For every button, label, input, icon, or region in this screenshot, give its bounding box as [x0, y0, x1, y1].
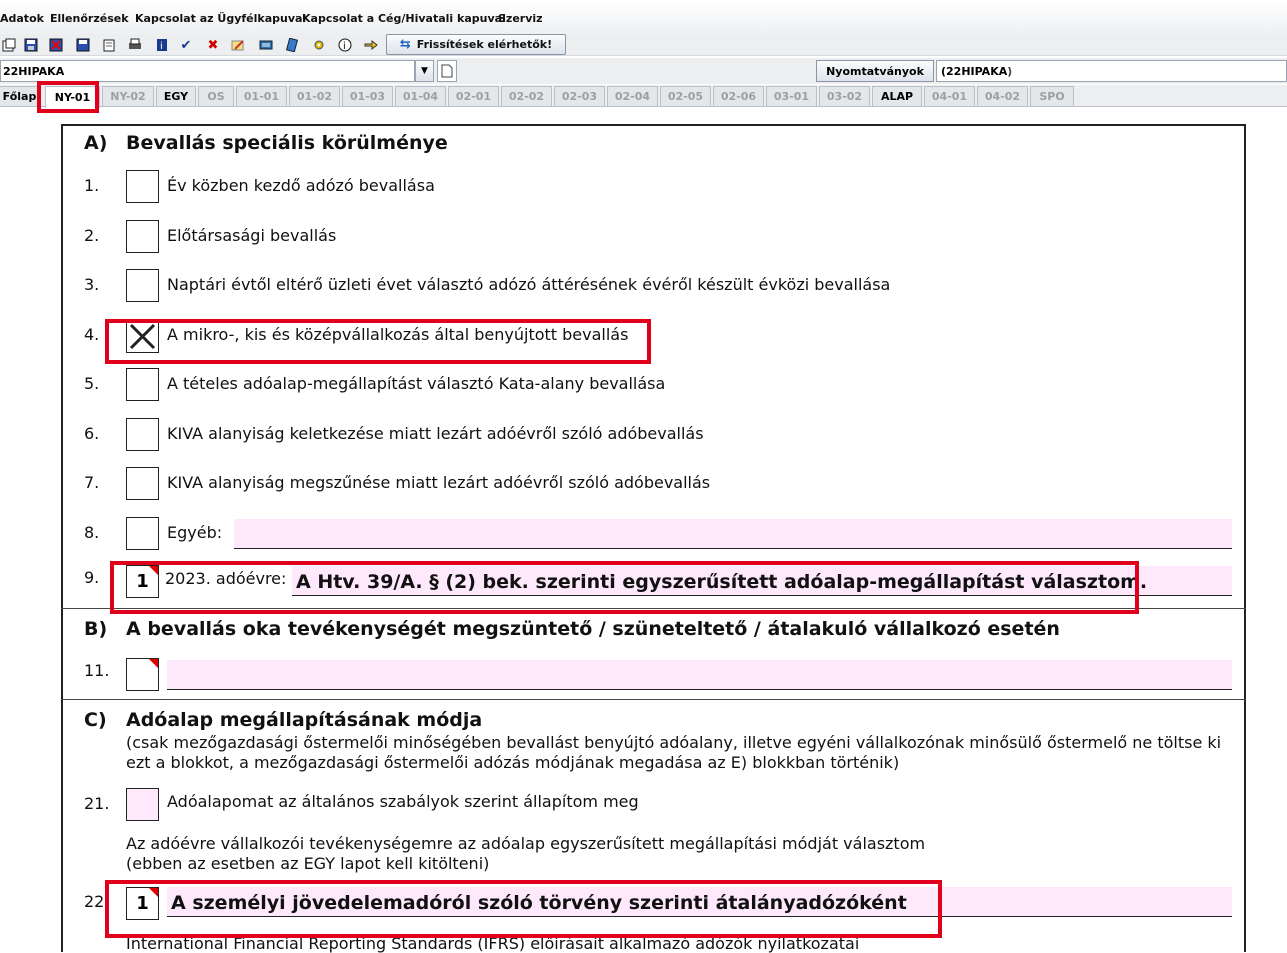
- row-number: 21.: [84, 794, 110, 813]
- section-divider: [61, 608, 1246, 609]
- tab-02-06[interactable]: 02-06: [713, 86, 764, 106]
- section-c-note-line-1: (csak mezőgazdasági őstermelői minőségében bevallást benyújtó adóalany, illetve egyéni vállalkozónak minősülő őstermelő ne töltse ki: [126, 733, 1222, 752]
- tab-02-01[interactable]: 02-01: [448, 86, 499, 106]
- checkbox-row-3[interactable]: [126, 269, 159, 302]
- tab-ny-02[interactable]: NY-02: [102, 86, 154, 106]
- redacted-area: [1016, 67, 1186, 77]
- checkbox-row-2[interactable]: [126, 220, 159, 253]
- tab-01-02[interactable]: 01-02: [289, 86, 340, 106]
- checkbox-row-6[interactable]: [126, 418, 159, 451]
- forms-button[interactable]: [816, 60, 934, 82]
- menu-item-szerviz[interactable]: Szerviz: [498, 12, 543, 25]
- row-label: Adóalapomat az általános szabályok szerint állapítom meg: [167, 792, 639, 811]
- tab-os[interactable]: OS: [198, 86, 234, 106]
- section-b-title: A bevallás oka tevékenységét megszüntető / szüneteltető / átalakuló vállalkozó esetén: [126, 618, 1060, 640]
- taxpayer-prefix: (22HIPAKA): [941, 65, 1013, 78]
- section-b-letter: B): [84, 618, 108, 640]
- save-icon[interactable]: [22, 36, 40, 54]
- reason-input[interactable]: [167, 660, 1232, 690]
- simplified-line-1: Az adóévre vállalkozói tevékenységemre az adóalap egyszerűsített megállapítási módját választom: [126, 834, 926, 853]
- code-box-value: 1: [136, 893, 149, 914]
- row-number: 11.: [84, 661, 110, 680]
- pointer-icon[interactable]: [362, 36, 380, 54]
- row-label: A tételes adóalap-megállapítást választó Kata-alany bevallása: [167, 374, 666, 393]
- document-icon[interactable]: [437, 60, 457, 82]
- row-label: Év közben kezdő adózó bevallása: [167, 176, 435, 195]
- row-label: A mikro-, kis és középvállalkozás által benyújtott bevallás: [167, 325, 629, 344]
- open-icon[interactable]: [0, 36, 18, 54]
- settings-icon[interactable]: [310, 36, 328, 54]
- section-divider: [61, 699, 1246, 700]
- form-select-value: 22HIPAKA: [3, 65, 65, 78]
- row-number: 4.: [84, 325, 100, 344]
- tab-02-04[interactable]: 02-04: [607, 86, 658, 106]
- row-number: 7.: [84, 473, 100, 492]
- help-icon[interactable]: [336, 36, 354, 54]
- other-input[interactable]: [234, 519, 1232, 549]
- checkbox-row-21[interactable]: [126, 788, 159, 821]
- checkbox-row-7[interactable]: [126, 467, 159, 500]
- updates-available-label: Frissítések elérhetők!: [416, 38, 553, 51]
- row-label: KIVA alanyiság megszűnése miatt lezárt adóévről szóló adóbevallás: [167, 473, 711, 492]
- tab-bar: [0, 85, 1287, 107]
- row-number: 3.: [84, 275, 100, 294]
- row-number: 5.: [84, 374, 100, 393]
- checkbox-row-8[interactable]: [126, 517, 159, 550]
- tab-02-02[interactable]: 02-02: [501, 86, 552, 106]
- save-as-icon[interactable]: [74, 36, 92, 54]
- checkbox-row-4-checked[interactable]: [126, 320, 159, 353]
- checkbox-row-11[interactable]: [126, 658, 159, 691]
- taxpayer-field: [936, 60, 1287, 82]
- tab-folap[interactable]: Főlap: [0, 86, 40, 106]
- form-select[interactable]: [0, 60, 415, 82]
- tab-03-01[interactable]: 03-01: [766, 86, 817, 106]
- info-book-icon[interactable]: [153, 36, 171, 54]
- checkmark-x-icon: [127, 321, 158, 352]
- code-box-row-22[interactable]: [126, 887, 159, 920]
- tab-02-03[interactable]: 02-03: [554, 86, 605, 106]
- save-delete-icon[interactable]: [47, 36, 65, 54]
- tax-year-value: A Htv. 39/A. § (2) bek. szerinti egyszerűsített adóalap-megállapítást választom.: [296, 571, 1148, 593]
- toolbar: [0, 34, 1287, 56]
- copy-icon[interactable]: [100, 36, 118, 54]
- tab-spo[interactable]: SPO: [1030, 86, 1074, 106]
- row-label: Naptári évtől eltérő üzleti évet választó adózó áttérésének évéről készült évközi bevallása: [167, 275, 891, 294]
- menu-item-ellenorzesek[interactable]: Ellenőrzések: [50, 12, 129, 25]
- svg-text:i: i: [343, 41, 346, 52]
- chevron-down-icon[interactable]: ▼: [415, 60, 434, 82]
- row-number: 2.: [84, 226, 100, 245]
- updates-available-button[interactable]: [386, 34, 566, 55]
- tab-01-04[interactable]: 01-04: [395, 86, 446, 106]
- menu-item-adatok[interactable]: Adatok: [0, 12, 44, 25]
- form-selector-row: [0, 58, 1287, 84]
- menu-bar: [0, 0, 1287, 34]
- menu-item-cegkapu[interactable]: Kapcsolat a Cég/Hivatali kapuval: [302, 12, 506, 25]
- tab-04-01[interactable]: 04-01: [924, 86, 975, 106]
- refresh-icon: ⇆: [399, 37, 411, 52]
- row-number: 9.: [84, 568, 100, 587]
- print-icon[interactable]: [126, 36, 144, 54]
- section-a-letter: A): [84, 132, 108, 154]
- tab-04-02[interactable]: 04-02: [977, 86, 1028, 106]
- section-c-letter: C): [84, 709, 107, 731]
- checkbox-row-1[interactable]: [126, 170, 159, 203]
- forms-button-label: Nyomtatványok: [826, 64, 924, 78]
- ifrs-heading-partial: International Financial Reporting Standards (IFRS) előírásait alkalmazó adózók nyilatkozatai: [126, 934, 860, 953]
- tab-alap[interactable]: ALAP: [872, 86, 922, 106]
- tab-02-05[interactable]: 02-05: [660, 86, 711, 106]
- row-number: 1.: [84, 176, 100, 195]
- svg-text:i: i: [160, 41, 163, 52]
- simplified-line-2: (ebben az esetben az EGY lapot kell kitölteni): [126, 854, 490, 873]
- row-number: 22.: [84, 892, 110, 911]
- edit-note-icon[interactable]: [229, 36, 247, 54]
- code-box-row-9[interactable]: [126, 565, 159, 598]
- other-label: Egyéb:: [167, 523, 223, 542]
- row-label: KIVA alanyiság keletkezése miatt lezárt adóévről szóló adóbevallás: [167, 424, 704, 443]
- cancel-icon[interactable]: ✖: [207, 37, 219, 53]
- section-c-note-line-2: ezt a blokkot, a mezőgazdasági őstermelői adózás módjának megadása az E) blokkban történik): [126, 753, 900, 772]
- calculator-icon[interactable]: [283, 36, 301, 54]
- section-c-title: Adóalap megállapításának módja: [126, 709, 483, 731]
- tab-03-02[interactable]: 03-02: [819, 86, 870, 106]
- row-number: 8.: [84, 523, 100, 542]
- keyboard-icon[interactable]: [257, 36, 275, 54]
- row-number: 6.: [84, 424, 100, 443]
- tab-egy[interactable]: EGY: [156, 86, 196, 106]
- checkbox-row-5[interactable]: [126, 368, 159, 401]
- tab-01-03[interactable]: 01-03: [342, 86, 393, 106]
- menu-item-ugyfelkapu[interactable]: Kapcsolat az Ügyfélkapuval: [135, 12, 307, 25]
- required-marker-icon: [149, 659, 158, 668]
- simplified-method-value: A személyi jövedelemadóról szóló törvény szerinti átalányadózóként: [171, 892, 907, 914]
- row-label: Előtársasági bevallás: [167, 226, 337, 245]
- tab-01-01[interactable]: 01-01: [236, 86, 287, 106]
- section-a-title: Bevallás speciális körülménye: [126, 132, 448, 154]
- tax-year-label: 2023. adóévre:: [165, 569, 287, 588]
- code-box-value: 1: [136, 571, 149, 592]
- check-icon[interactable]: ✔: [180, 37, 192, 53]
- tab-ny-01[interactable]: NY-01: [45, 86, 100, 108]
